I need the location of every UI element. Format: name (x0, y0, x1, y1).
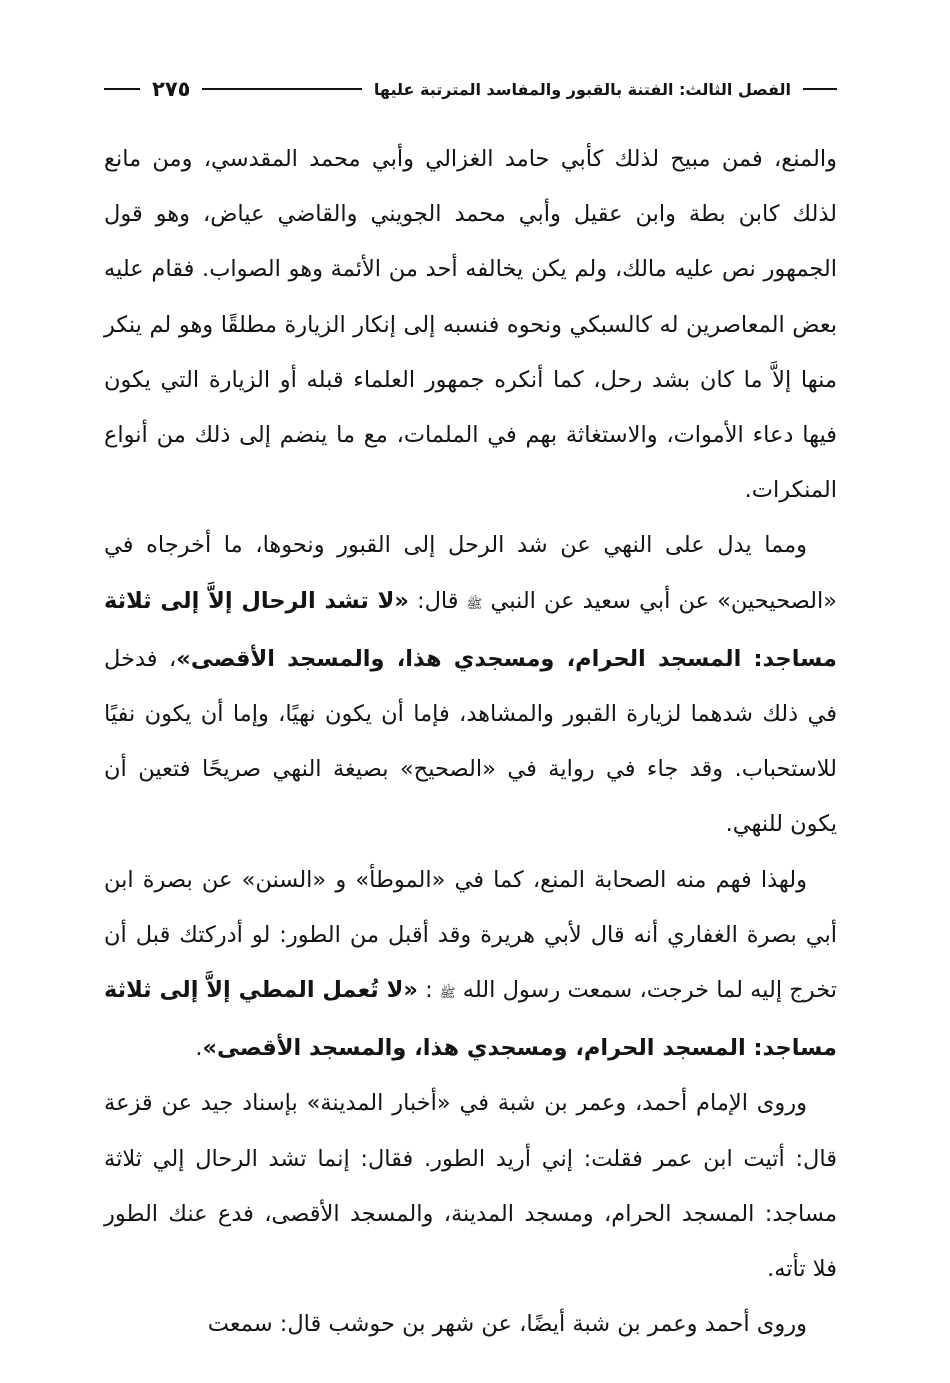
page-number: ٢٧٥ (152, 77, 191, 101)
paragraph-3 (104, 853, 837, 1077)
paragraph-5 (104, 1297, 837, 1352)
paragraph-2 (104, 518, 837, 852)
paragraph-1-text: والمنع، فمن مبيح لذلك كأبي حامد الغزالي وأبي محمد المقدسي، ومن مانع لذلك كابن بطة وابن عقيل وأبي محمد الجويني والقاضي عياض، وهو قول الجمهور نص عليه مالك، ولم يكن يخالفه أحد من الأئمة وهو الصواب. فقام عليه بعض المعاصرين له كالسبكي ونحوه فنسبه إلى إنكار الزيارة مطلقًا وهو لم ينكر منها إلاَّ ما كان بشد رحل، كما أنكره جمهور العلماء قبله أو الزيارة التي يكون فيها دعاء الأموات، والاستغاثة بهم في الملمات، مع ما ينضم إلى ذلك من أنواع المنكرات. (104, 146, 837, 504)
header-rule (202, 88, 361, 90)
paragraph-4-text: وروى الإمام أحمد، وعمر بن شبة في «أخبار المدينة» بإسناد جيد عن قزعة قال: أتيت ابن عمر فقلت: إني أريد الطور. فقال: إنما تشد الرحال إلي ثلاثة مساجد: المسجد الحرام، ومسجد المدينة، والمسجد الأقصى، فدع عنك الطور فلا تأته. (104, 1090, 837, 1283)
header-trailing-rule (104, 88, 140, 90)
salutation-glyph: ﷺ (466, 596, 483, 612)
paragraph-3-intro: ولهذا فهم منه الصحابة المنع، كما في «الموطأ» و «السنن» عن بصرة ابن أبي بصرة الغفاري أنه قال لأبي هريرة وقد أقبل من الطور: لو أدركتك قبل أن تخرج إليه لما خرجت، سمعت رسول الله (104, 866, 837, 1004)
hadith-quote: «لا تُعمل المطي إلاَّ إلى ثلاثة مساجد: المسجد الحرام، ومسجدي هذا، والمسجد الأقصى» (104, 977, 837, 1062)
paragraph-2-said: قال: (417, 587, 459, 614)
paragraph-1 (104, 132, 837, 518)
paragraph-5-text: وروى أحمد وعمر بن شبة أيضًا، عن شهر بن حوشب قال: سمعت (207, 1311, 807, 1338)
paragraph-4 (104, 1076, 837, 1297)
body-text (104, 132, 837, 1352)
chapter-title: الفصل الثالث: الفتنة بالقبور والمفاسد المترتبة عليها (373, 79, 791, 99)
hadith-quote: «لا تشد الرحال إلاَّ إلى ثلاثة مساجد: المسجد الحرام، ومسجدي هذا، والمسجد الأقصى» (104, 587, 837, 672)
running-header (104, 74, 837, 104)
paragraph-2-rest: ، فدخل في ذلك شدهما لزيارة القبور والمشاهد، فإما أن يكون نهيًا، وإما أن يكون نفيًا للاستحباب. وقد جاء في رواية في «الصحيح» بصيغة النهي صريحًا فتعين أن يكون للنهي. (104, 645, 837, 838)
paragraph-3-rest: . (195, 1035, 203, 1062)
header-leading-rule (803, 88, 837, 90)
paragraph-2-intro: ومما يدل على النهي عن شد الرحل إلى القبور ونحوها، ما أخرجاه في «الصحيحين» عن أبي سعيد عن النبي (104, 532, 837, 614)
salutation-glyph: ﷺ (439, 986, 456, 1002)
paragraph-3-colon: : (425, 977, 433, 1004)
